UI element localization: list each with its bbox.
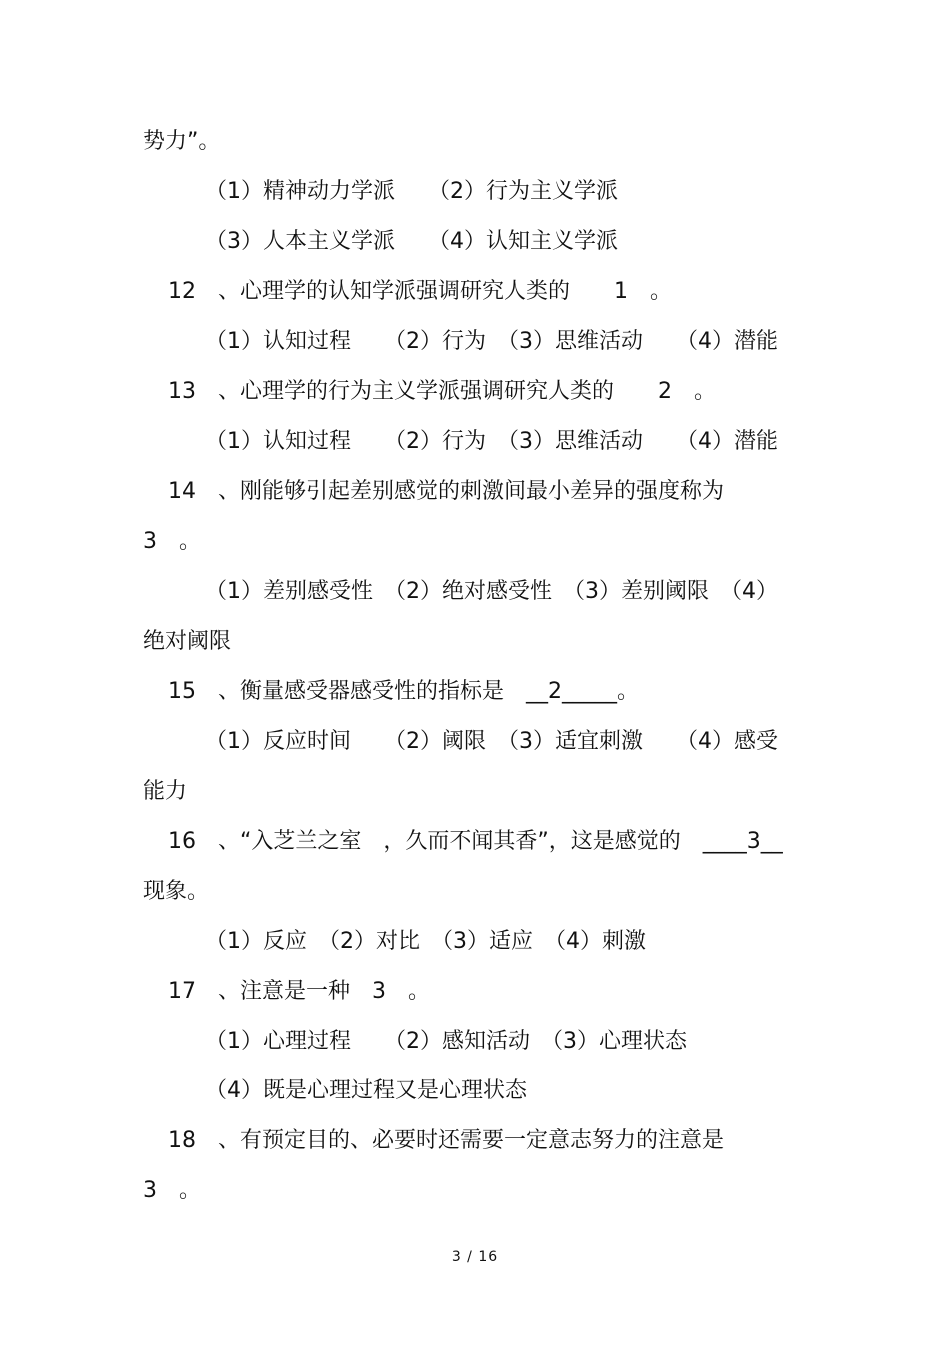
page-number: 3 / 16 [451,1249,499,1265]
option-line-continuation: 绝对阈限 [143,629,232,654]
question-16: 16 、“入芝兰之室 ，久而不闻其香”，这是感觉的 ____3__ [168,829,783,854]
question-18: 18 、有预定目的、必要时还需要一定意志努力的注意是 [168,1128,724,1153]
option-line: （1）差别感受性 （2）绝对感受性 （3）差别阈限 （4） [205,579,778,604]
option-line: （1）认知过程 （2）行为 （3）思维活动 （4）潜能 [205,429,778,454]
option-line: （4）既是心理过程又是心理状态 [205,1078,527,1103]
question-13: 13 、心理学的行为主义学派强调研究人类的 2 。 [168,379,716,404]
option-line-continuation: 能力 [143,779,188,804]
option-line: （1）认知过程 （2）行为 （3）思维活动 （4）潜能 [205,329,778,354]
question-15: 15 、衡量感受器感受性的指标是 __2_____。 [168,679,639,704]
text-line-continuation: 势力”。 [143,129,221,154]
question-14: 14 、刚能够引起差别感觉的刺激间最小差异的强度称为 [168,479,724,504]
option-line: （1）反应 （2）对比 （3）适应 （4）刺激 [205,929,646,954]
question-12: 12 、心理学的认知学派强调研究人类的 1 。 [168,279,672,304]
question-17: 17 、注意是一种 3 。 [168,979,430,1004]
option-line: （1）心理过程 （2）感知活动 （3）心理状态 [205,1029,687,1054]
question-14-answer: 3 。 [143,529,201,554]
question-16-continuation: 现象。 [143,879,210,904]
option-line: （3）人本主义学派 （4）认知主义学派 [205,229,618,254]
question-18-answer: 3 。 [143,1178,201,1203]
option-line: （1）反应时间 （2）阈限 （3）适宜刺激 （4）感受 [205,729,778,754]
option-line: （1）精神动力学派 （2）行为主义学派 [205,179,618,204]
